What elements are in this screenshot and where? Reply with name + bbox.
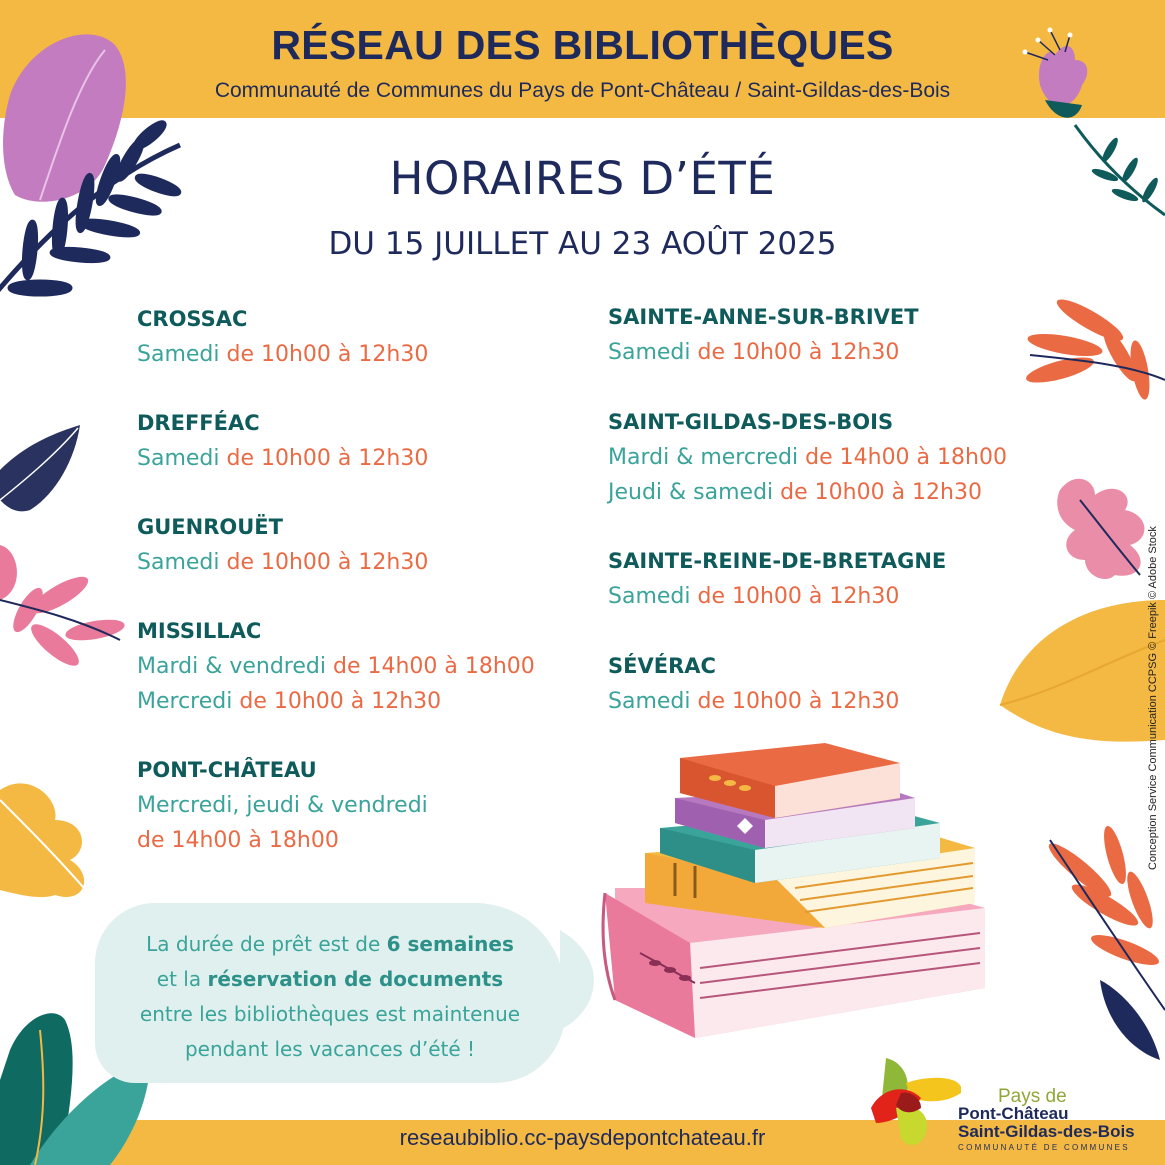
hours-day: Mardi & mercredi <box>608 445 799 470</box>
hours-time: de 10h00 à 12h30 <box>773 480 982 505</box>
library-hours <box>608 440 1007 475</box>
library-name: DREFFÉAC <box>137 411 260 435</box>
library-dreffeac <box>137 406 428 476</box>
library-saint-gildas <box>608 405 1007 510</box>
info-text <box>95 927 565 1067</box>
library-name: SAINTE-REINE-DE-BRETAGNE <box>608 549 947 573</box>
library-name: GUENROUËT <box>137 515 283 539</box>
hours-day: Samedi <box>608 584 691 609</box>
library-crossac <box>137 302 428 372</box>
header-title: RÉSEAU DES BIBLIOTHÈQUES <box>271 22 894 68</box>
hours-day: Samedi <box>608 689 691 714</box>
logo-line3: Saint-Gildas-des-Bois <box>958 1122 1135 1141</box>
hours-day: Samedi <box>137 342 220 367</box>
info-line: et la réservation de documents <box>156 967 504 991</box>
library-hours <box>608 475 1007 510</box>
hours-day: Jeudi & samedi <box>608 480 774 505</box>
hours-time: de 10h00 à 12h30 <box>232 689 442 714</box>
logo-line1: Pays de <box>998 1086 1067 1107</box>
info-line: La durée de prêt est de 6 semaines <box>146 932 514 956</box>
date-range: DU 15 JUILLET AU 23 AOÛT 2025 <box>328 226 837 262</box>
library-missillac <box>137 614 535 719</box>
library-sainte-reine <box>608 544 946 614</box>
info-line: entre les bibliothèques est maintenue <box>139 1002 521 1026</box>
info-line: pendant les vacances d’été ! <box>184 1037 476 1061</box>
library-sainte-anne <box>608 300 919 370</box>
library-hours <box>137 788 428 823</box>
hours-time: de 10h00 à 12h30 <box>219 550 429 575</box>
library-hours <box>137 684 535 719</box>
library-name: SAINT-GILDAS-DES-BOIS <box>608 410 894 434</box>
library-pont-chateau <box>137 753 428 858</box>
library-name: SAINTE-ANNE-SUR-BRIVET <box>608 305 919 329</box>
library-name: MISSILLAC <box>137 619 262 643</box>
hours-day: Mardi & vendredi <box>137 654 326 679</box>
hours-day: Samedi <box>137 550 220 575</box>
library-name: SÉVÉRAC <box>608 654 716 678</box>
website-url[interactable]: reseaubiblio.cc-paysdepontchateau.fr <box>399 1125 766 1150</box>
library-hours <box>137 545 428 580</box>
library-hours <box>137 823 428 858</box>
library-hours <box>608 335 919 370</box>
library-guenrouet <box>137 510 428 580</box>
library-name: CROSSAC <box>137 307 248 331</box>
hours-time: de 10h00 à 12h30 <box>690 689 900 714</box>
library-hours <box>137 441 428 476</box>
credit-text: Conception Service Communication CCPSG © Freepik © Adobe Stock <box>1147 526 1159 870</box>
hours-time: de 14h00 à 18h00 <box>137 828 339 853</box>
hours-time: de 14h00 à 18h00 <box>325 654 535 679</box>
hours-time: de 10h00 à 12h30 <box>219 342 429 367</box>
book-stack-illustration <box>595 738 995 1048</box>
page-title: HORAIRES D’ÉTÉ <box>389 152 776 205</box>
hours-time: de 10h00 à 12h30 <box>690 584 900 609</box>
library-hours <box>137 649 535 684</box>
hours-time: de 14h00 à 18h00 <box>798 445 1007 470</box>
hours-day: Samedi <box>137 446 220 471</box>
hours-day: Mercredi <box>137 689 233 714</box>
logo-line4: COMMUNAUTÉ DE COMMUNES <box>958 1143 1130 1152</box>
library-severac <box>608 649 899 719</box>
hours-day: Samedi <box>608 340 691 365</box>
hours-day: Mercredi, jeudi & vendredi <box>137 793 428 818</box>
library-hours <box>137 337 428 372</box>
logo-line2: Pont-Château <box>958 1104 1069 1123</box>
library-hours <box>608 684 899 719</box>
hours-time: de 10h00 à 12h30 <box>690 340 900 365</box>
header-subtitle: Communauté de Communes du Pays de Pont-Château / Saint-Gildas-des-Bois <box>214 79 951 102</box>
hours-time: de 10h00 à 12h30 <box>219 446 429 471</box>
library-hours <box>608 579 946 614</box>
library-name: PONT-CHÂTEAU <box>137 758 317 782</box>
